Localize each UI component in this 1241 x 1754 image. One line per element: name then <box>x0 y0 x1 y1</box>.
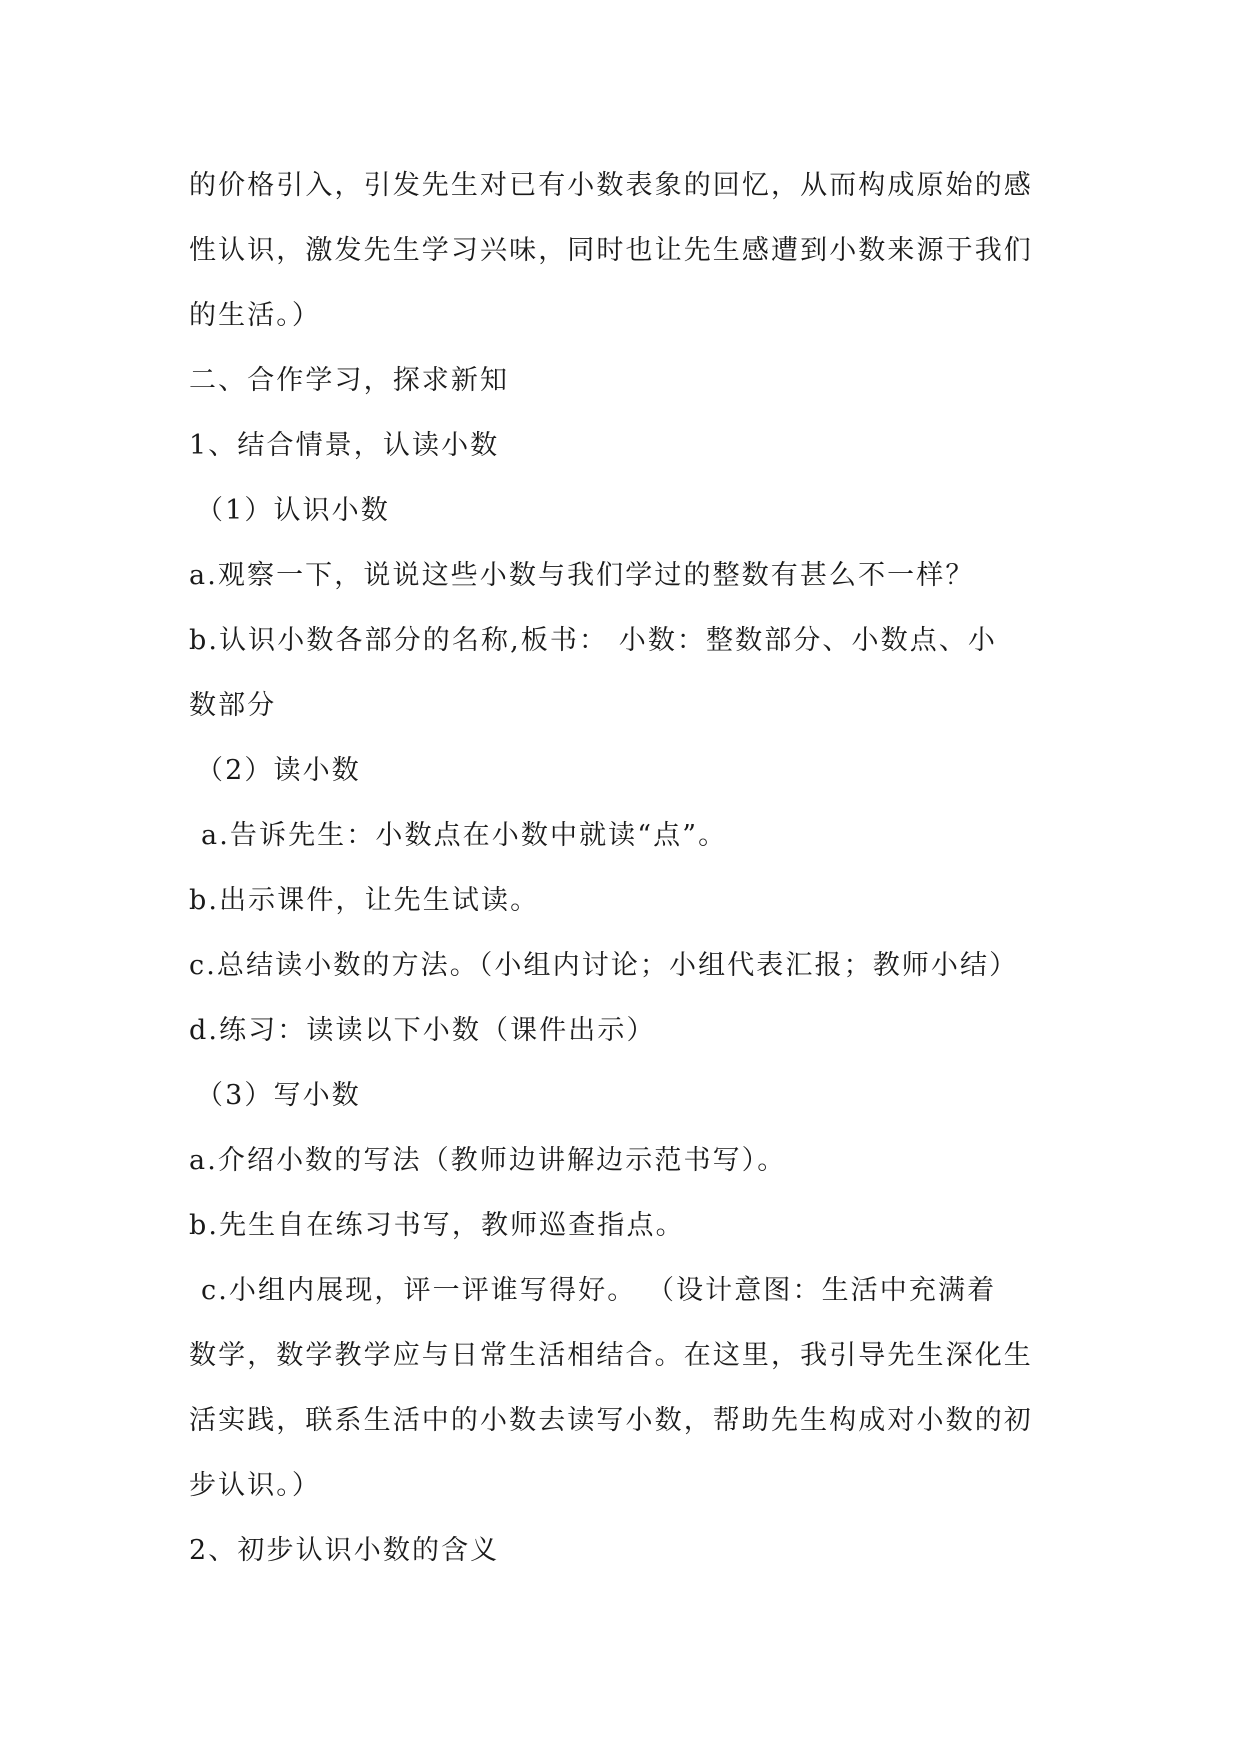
text-line-design-1: 数学，数学教学应与日常生活相结合。在这里，我引导先生深化生 <box>189 1340 1033 1371</box>
text-line-b1: b.认识小数各部分的名称,板书： 小数：整数部分、小数点、小 <box>189 625 998 656</box>
text-line-a3: a.介绍小数的写法（教师边讲解边示范书写）。 <box>189 1145 787 1176</box>
text-line-design-3: 步认识。） <box>189 1470 321 1501</box>
subsection-heading-2: 2、初步认识小数的含义 <box>189 1535 500 1566</box>
text-line-3: 的生活。） <box>189 300 321 331</box>
text-line-a2: a.告诉先生：小数点在小数中就读“点”。 <box>201 820 728 851</box>
item-heading-1: （1）认识小数 <box>196 495 390 526</box>
text-line-2: 性认识，激发先生学习兴味，同时也让先生感遭到小数来源于我们 <box>189 235 1033 266</box>
text-line-a1: a.观察一下，说说这些小数与我们学过的整数有甚么不一样？ <box>189 560 975 591</box>
section-heading-2: 二、合作学习，探求新知 <box>189 365 510 396</box>
item-heading-3: （3）写小数 <box>196 1080 361 1111</box>
text-line-b2: b.出示课件，让先生试读。 <box>189 885 540 916</box>
subsection-heading-1: 1、结合情景，认读小数 <box>189 430 500 461</box>
text-line-b1-cont: 数部分 <box>189 690 277 721</box>
item-heading-2: （2）读小数 <box>196 755 361 786</box>
text-line-c2: c.总结读小数的方法。（小组内讨论；小组代表汇报；教师小结） <box>189 950 1019 981</box>
text-line-c3: c.小组内展现，评一评谁写得好。 （设计意图：生活中充满着 <box>201 1275 997 1306</box>
text-line-d2: d.练习：读读以下小数（课件出示） <box>189 1015 656 1046</box>
text-line-1: 的价格引入，引发先生对已有小数表象的回忆，从而构成原始的感 <box>189 170 1033 201</box>
text-line-b3: b.先生自在练习书写，教师巡查指点。 <box>189 1210 685 1241</box>
text-line-design-2: 活实践，联系生活中的小数去读写小数，帮助先生构成对小数的初 <box>189 1405 1033 1436</box>
